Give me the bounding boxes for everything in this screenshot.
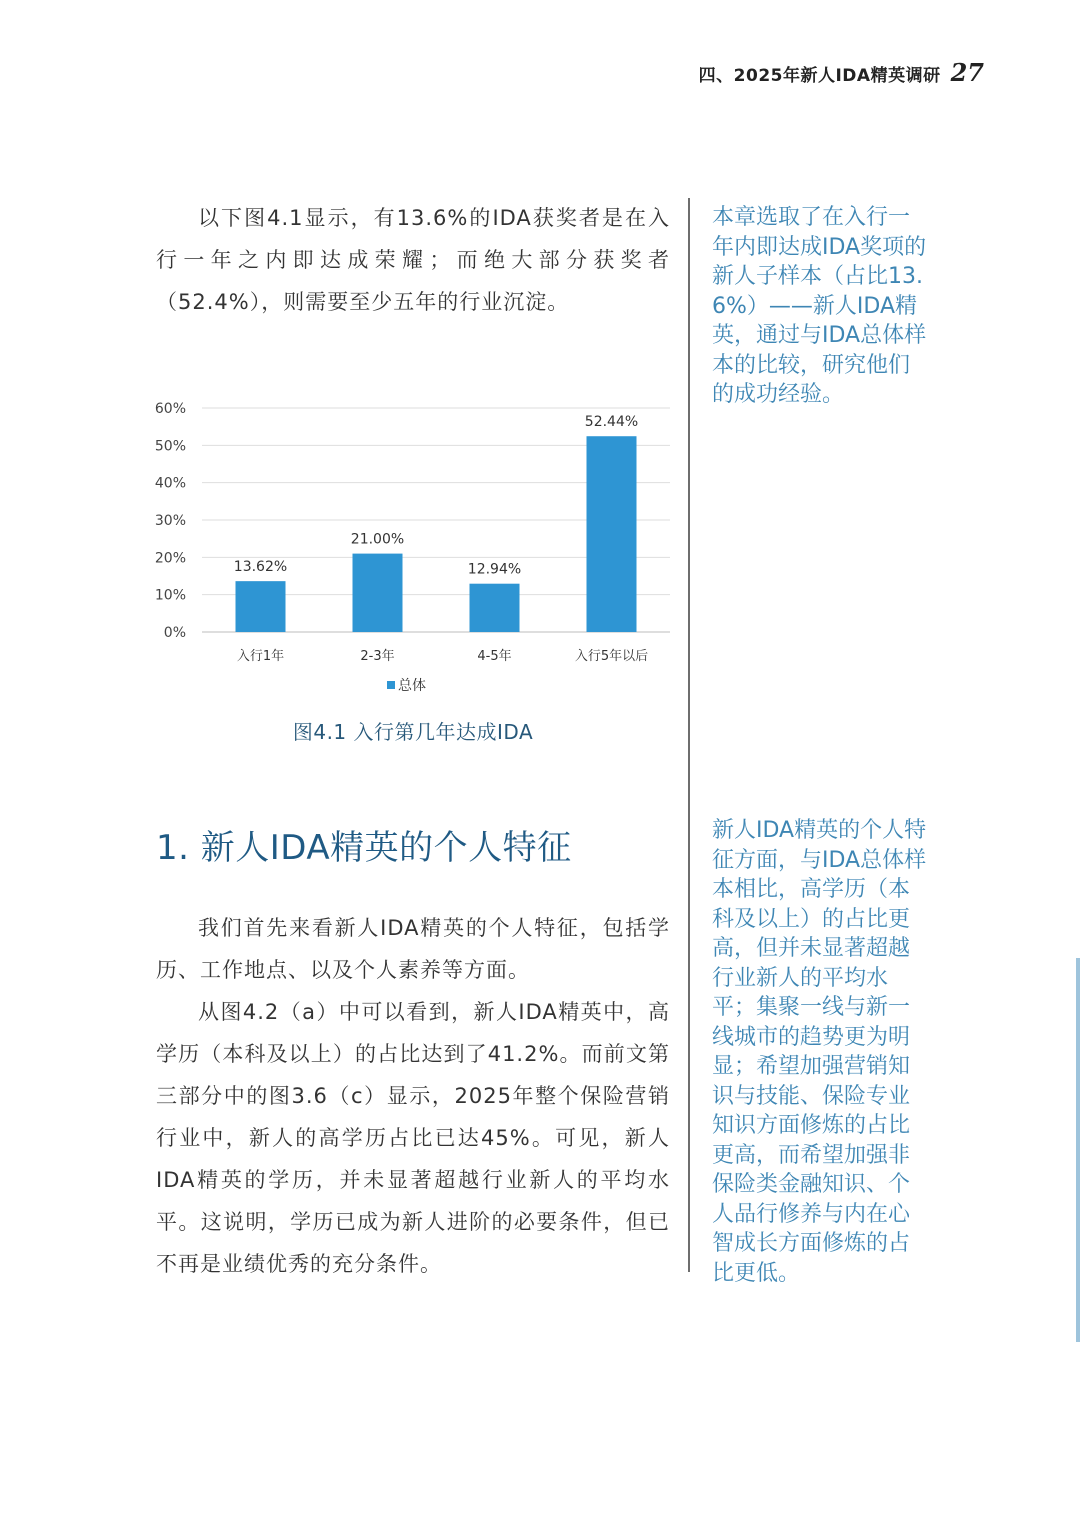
- figure-caption: 图4.1 入行第几年达成IDA: [292, 720, 534, 744]
- y-tick-label: 60%: [154, 401, 186, 417]
- sidebar-note-1: 本章选取了在入行一年内即达成IDA奖项的新人子样本（占比13.6%）——新人IDA精英，通过与IDA总体样本的比较，研究他们的成功经验。: [712, 205, 927, 407]
- header-title: 四、2025年新人IDA精英调研: [698, 66, 941, 86]
- page-edge-mark: [1076, 958, 1080, 1342]
- x-tick-label: 入行1年: [236, 649, 285, 664]
- data-label: 52.44%: [584, 414, 639, 431]
- intro-section: [156, 197, 670, 323]
- section-paragraph-1: 我们首先来看新人IDA精英的个人特征，包括学历、工作地点、以及个人素养等方面。: [156, 916, 670, 982]
- y-tick-label: 10%: [154, 587, 186, 604]
- y-tick-label: 40%: [154, 475, 186, 492]
- page-number: 27: [950, 58, 984, 87]
- data-label: 12.94%: [467, 561, 522, 578]
- x-tick-label: 4-5年: [477, 649, 512, 664]
- legend-swatch: [387, 681, 395, 689]
- x-tick-label: 入行5年以后: [574, 649, 649, 664]
- bar: [587, 436, 637, 632]
- sidebar-note-2: 新人IDA精英的个人特征方面，与IDA总体样本相比，高学历（本科及以上）的占比更高，但并未显著超越行业新人的平均水平；集聚一线与新一线城市的趋势更为明显；希望加强营销知识与技能、保险专业知识方面修炼的占比更高，而希望加强非保险类金融知识、个人品行修养与内在心智成长方面修炼的占比更低。: [712, 818, 927, 1286]
- page-header: [699, 58, 984, 87]
- bar: [470, 584, 520, 632]
- intro-paragraph: 以下图4.1显示，有13.6%的IDA获奖者是在入行一年之内即达成荣耀；而绝大部分获奖者（52.4%），则需要至少五年的行业沉淀。: [156, 206, 670, 314]
- section-body: [156, 907, 670, 1285]
- y-tick-label: 30%: [154, 513, 186, 529]
- legend-label: 总体: [398, 678, 426, 694]
- column-divider: [688, 198, 690, 1272]
- section-title: 1. 新人IDA精英的个人特征: [156, 828, 572, 868]
- data-label: 21.00%: [350, 531, 405, 548]
- section-paragraph-2: 从图4.2（a）中可以看到，新人IDA精英中，高学历（本科及以上）的占比达到了41.2%。而前文第三部分中的图3.6（c）显示，2025年整个保险营销行业中，新人的高学历占比已达45%。可见，新人IDA精英的学历，并未显著超越行业新人的平均水平。这说明，学历已成为新人进阶的必要条件，但已不再是业绩优秀的充分条件。: [156, 1000, 670, 1276]
- y-tick-label: 50%: [154, 438, 186, 455]
- y-tick-label: 0%: [163, 625, 186, 641]
- x-tick-label: 2-3年: [360, 649, 395, 664]
- bar: [236, 581, 286, 632]
- bar-chart: [140, 390, 680, 710]
- data-label: 13.62%: [233, 559, 288, 576]
- bar-chart-svg: [140, 390, 680, 710]
- y-tick-label: 20%: [154, 550, 186, 567]
- bar: [353, 554, 403, 632]
